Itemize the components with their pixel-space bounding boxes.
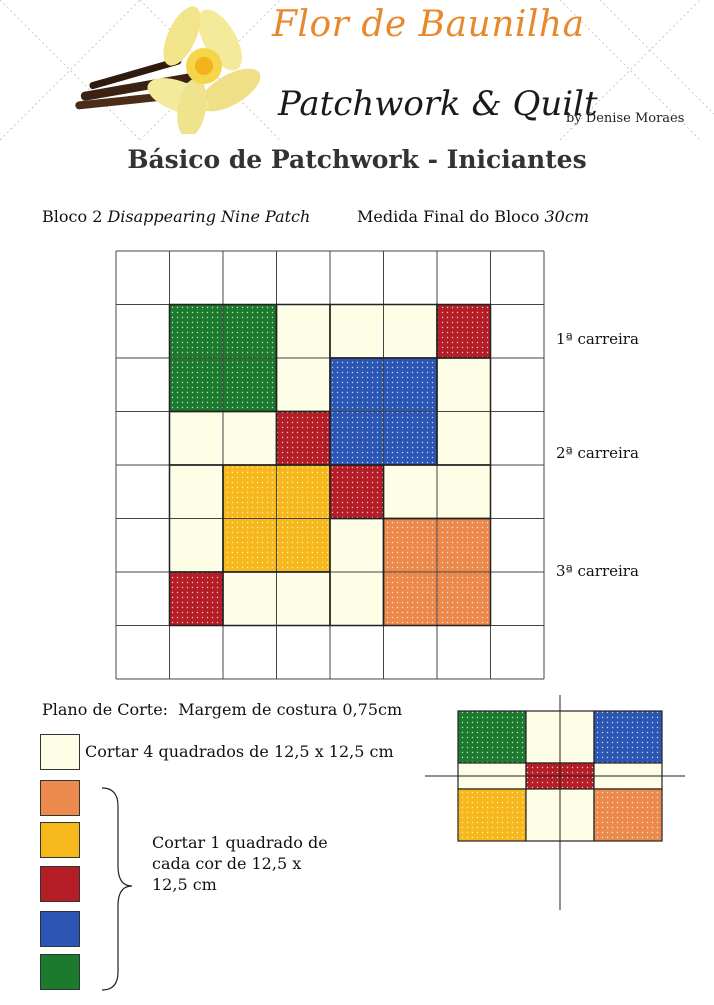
piece-red-r2b-print xyxy=(330,465,384,519)
swatch-blue xyxy=(40,911,80,947)
swatch-red xyxy=(40,866,80,902)
measure-value: 30cm xyxy=(544,207,589,226)
cutting-plan-label: Plano de Corte: xyxy=(42,700,169,719)
page-title: Básico de Patchwork - Iniciantes xyxy=(127,145,587,174)
np-green-print xyxy=(458,711,526,763)
vanilla-flower-icon xyxy=(70,4,280,134)
block-label: Bloco 2 xyxy=(42,207,103,226)
brand-tagline: Patchwork & Quilt xyxy=(278,84,598,124)
cut-cream-instruction: Cortar 4 quadrados de 12,5 x 12,5 cm xyxy=(85,742,394,761)
np-yellow-print xyxy=(458,789,526,841)
brand-name: Flor de Baunilha xyxy=(272,4,585,45)
piece-red-r2-print xyxy=(277,412,331,466)
cutting-plan-heading xyxy=(42,700,402,719)
curly-brace-icon xyxy=(96,786,136,992)
swatch-cream xyxy=(40,734,80,770)
measure-label: Medida Final do Bloco xyxy=(357,207,540,226)
quilt-block-diagram xyxy=(110,245,550,680)
seam-allowance: Margem de costura 0,75cm xyxy=(178,700,403,719)
piece-red-r3-print xyxy=(170,572,224,626)
np-blue-print xyxy=(594,711,662,763)
cut-colors-instruction: Cortar 1 quadrado de cada cor de 12,5 x 12,5 cm xyxy=(152,833,328,894)
swatch-yellow xyxy=(40,822,80,858)
np-orange-print xyxy=(594,789,662,841)
swatch-green xyxy=(40,954,80,990)
block-measure xyxy=(357,207,589,226)
block-title xyxy=(42,207,310,226)
block-name: Disappearing Nine Patch xyxy=(107,207,311,226)
nine-patch-diagram xyxy=(425,695,685,910)
row-label-1: 1ª carreira xyxy=(556,330,639,348)
byline: by Denise Moraes xyxy=(566,111,685,126)
row-label-3: 3ª carreira xyxy=(556,562,639,580)
piece-red-r1-print xyxy=(437,305,491,359)
row-label-2: 2ª carreira xyxy=(556,444,639,462)
swatch-orange xyxy=(40,780,80,816)
